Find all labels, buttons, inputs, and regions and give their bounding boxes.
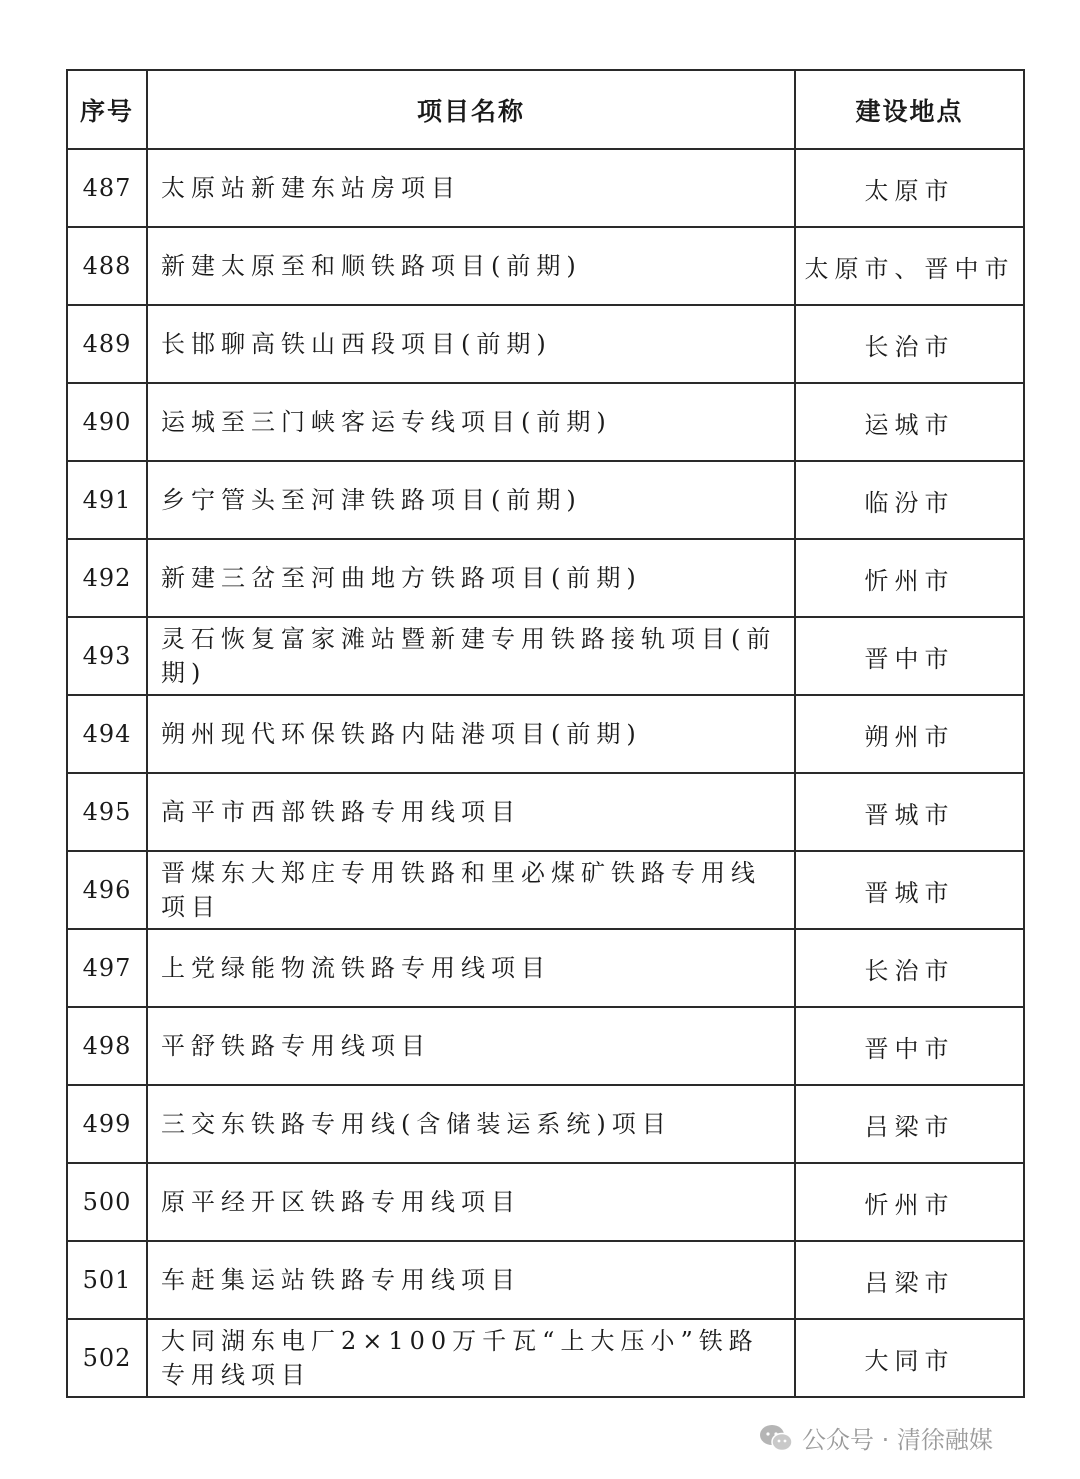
project-name-cell: 新建太原至和顺铁路项目(前期): [147, 227, 795, 305]
table-row: [67, 1163, 1024, 1241]
serial-number-cell: 502: [67, 1319, 147, 1397]
serial-number-cell: 499: [67, 1085, 147, 1163]
table-row: [67, 305, 1024, 383]
project-name-cell: 太原站新建东站房项目: [147, 149, 795, 227]
location-cell: 长治市: [795, 929, 1024, 1007]
table-row: [67, 1085, 1024, 1163]
project-name-cell: 上党绿能物流铁路专用线项目: [147, 929, 795, 1007]
project-name-cell: 原平经开区铁路专用线项目: [147, 1163, 795, 1241]
location-cell: 太原市: [795, 149, 1024, 227]
table-row: [67, 695, 1024, 773]
location-cell: 忻州市: [795, 1163, 1024, 1241]
serial-number-cell: 488: [67, 227, 147, 305]
location-cell: 吕梁市: [795, 1241, 1024, 1319]
header-location: 建设地点: [795, 70, 1024, 149]
project-name-cell: 平舒铁路专用线项目: [147, 1007, 795, 1085]
table-row: [67, 1007, 1024, 1085]
project-name-cell: 长邯聊高铁山西段项目(前期): [147, 305, 795, 383]
table-row: [67, 383, 1024, 461]
table-row: [67, 539, 1024, 617]
location-cell: 晋中市: [795, 617, 1024, 695]
header-project-name: 项目名称: [147, 70, 795, 149]
table-row: [67, 851, 1024, 929]
project-name-cell: 高平市西部铁路专用线项目: [147, 773, 795, 851]
table-row: [67, 149, 1024, 227]
watermark: [758, 1420, 993, 1455]
watermark-text: 公众号 · 清徐融媒: [802, 1426, 993, 1454]
serial-number-cell: 498: [67, 1007, 147, 1085]
project-name-cell: 乡宁管头至河津铁路项目(前期): [147, 461, 795, 539]
location-cell: 临汾市: [795, 461, 1024, 539]
table-row: [67, 1241, 1024, 1319]
project-name-cell: 晋煤东大郑庄专用铁路和里必煤矿铁路专用线项目: [147, 851, 795, 929]
project-table: [66, 69, 1025, 1398]
project-name-cell: 车赶集运站铁路专用线项目: [147, 1241, 795, 1319]
table-row: [67, 773, 1024, 851]
location-cell: 忻州市: [795, 539, 1024, 617]
serial-number-cell: 489: [67, 305, 147, 383]
header-serial-number: 序号: [67, 70, 147, 149]
project-name-cell: 大同湖东电厂2×100万千瓦“上大压小”铁路专用线项目: [147, 1319, 795, 1397]
table-header-row: [67, 70, 1024, 149]
project-name-cell: 三交东铁路专用线(含储装运系统)项目: [147, 1085, 795, 1163]
serial-number-cell: 496: [67, 851, 147, 929]
project-name-cell: 运城至三门峡客运专线项目(前期): [147, 383, 795, 461]
serial-number-cell: 491: [67, 461, 147, 539]
location-cell: 晋城市: [795, 851, 1024, 929]
table-row: [67, 1319, 1024, 1397]
table-row: [67, 461, 1024, 539]
table-row: [67, 227, 1024, 305]
location-cell: 大同市: [795, 1319, 1024, 1397]
serial-number-cell: 497: [67, 929, 147, 1007]
location-cell: 晋中市: [795, 1007, 1024, 1085]
serial-number-cell: 501: [67, 1241, 147, 1319]
project-name-cell: 朔州现代环保铁路内陆港项目(前期): [147, 695, 795, 773]
serial-number-cell: 495: [67, 773, 147, 851]
location-cell: 长治市: [795, 305, 1024, 383]
location-cell: 太原市、晋中市: [795, 227, 1024, 305]
table-row: [67, 929, 1024, 1007]
location-cell: 吕梁市: [795, 1085, 1024, 1163]
serial-number-cell: 487: [67, 149, 147, 227]
project-name-cell: 灵石恢复富家滩站暨新建专用铁路接轨项目(前期): [147, 617, 795, 695]
serial-number-cell: 494: [67, 695, 147, 773]
location-cell: 朔州市: [795, 695, 1024, 773]
location-cell: 运城市: [795, 383, 1024, 461]
wechat-icon: [758, 1423, 794, 1453]
project-name-cell: 新建三岔至河曲地方铁路项目(前期): [147, 539, 795, 617]
serial-number-cell: 500: [67, 1163, 147, 1241]
serial-number-cell: 490: [67, 383, 147, 461]
location-cell: 晋城市: [795, 773, 1024, 851]
table-row: [67, 617, 1024, 695]
serial-number-cell: 493: [67, 617, 147, 695]
serial-number-cell: 492: [67, 539, 147, 617]
